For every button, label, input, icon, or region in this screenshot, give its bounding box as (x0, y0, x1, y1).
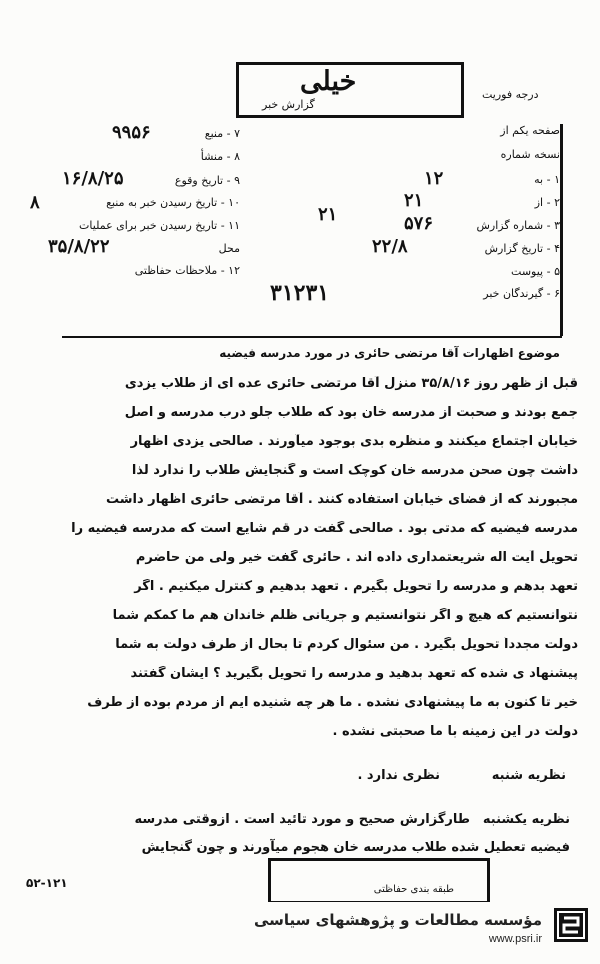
field-from-label: ۲ - از (534, 196, 560, 209)
field-source-received-label: ۱۰ - تاریخ رسیدن خبر به منبع (106, 196, 240, 209)
priority-label: درجه فوریت (482, 88, 539, 101)
field-event-date-value: ۱۶/۸/۲۵ (62, 168, 124, 189)
body-line: دولت مجدداً تحویل بگیرد . من سئوال کردم تا بحال از طرف دولت به شما (115, 637, 578, 652)
body-line: پیشنهاد ی شده که تعهد بدهید و مدرسه را تحویل بگیرید ؟ ایشان گفتند (130, 666, 578, 681)
body-line: قبل از ظهر روز ۳۵/۸/۱۶ منزل آقا مرتضی حائری عده ای از طلاب یزدی (124, 376, 578, 391)
comment-sunday-label: نظریه یکشنبه (482, 812, 570, 827)
field-source-label: ۷ - منبع (204, 127, 240, 140)
body-line: جمع بودند و صحبت از مدرسه خان بود که طلاب جلو درب مدرسه و اصل (124, 405, 578, 420)
field-to-label: ۱ - به (534, 173, 560, 186)
header-divider (62, 336, 562, 338)
body-line: خیر تا کنون به ما پیشنهادی نشده . ما هر چه شنیده ایم از مردم بوده از طرف (87, 695, 578, 710)
field-security-notes-label: ۱۲ - ملاحظات حفاظتی (134, 264, 240, 277)
field-origin-label: ۸ - منشأ (200, 150, 240, 163)
body-line: خیابان اجتماع میکنند و منظره بدی بوجود میآورند . صالحی یزدی اظهار (130, 434, 578, 449)
institute-name: مؤسسه مطالعات و پژوهشهای سیاسی (253, 911, 542, 929)
field-to-value: ۱۲ (424, 168, 444, 189)
field-from-value: ۲۱ (404, 190, 424, 211)
body-line: مجبورند که از فضای خیابان استفاده کنند . آقا مرتضی حائری اظهار داشت (105, 492, 578, 507)
field-attachment-label: ۵ - پیوست (511, 265, 560, 278)
bottom-left-number: ۵۲-۱۲۱ (26, 876, 68, 890)
field-copy-label: نسخه شماره (500, 148, 560, 161)
side-mark: ۲۱ (318, 204, 338, 225)
field-recipients-label: ۶ - گیرندگان خبر (483, 287, 560, 300)
right-border-line (560, 124, 563, 336)
comment-saturday-text: نظری ندارد . (357, 768, 440, 783)
field-location-label: محل (218, 242, 240, 255)
institute-logo-icon (554, 908, 588, 942)
field-event-date-label: ۹ - تاریخ وقوع (174, 174, 240, 187)
report-type-label: گزارش خبر (262, 98, 315, 111)
comment-continuation: فیضیه تعطیل شده طلاب مدرسه خان هجوم میآورند و چون گنجایش (141, 840, 570, 855)
comment-sunday-text: طارگزارش صحیح و مورد تائید است . ازوقتی مدرسه (134, 812, 470, 827)
subject-line: موضوع اظهارات آقا مرتضی حائری در مورد مدرسه فیضیه (219, 346, 560, 360)
field-source-value: ۹۹۵۶ (112, 122, 151, 143)
field-report-number-label: ۳ - شماره گزارش (476, 219, 560, 232)
body-line: تعهد بدهم و مدرسه را تحویل بگیرم . تعهد بدهیم و کنترل میکنیم . اگر (134, 579, 578, 594)
bottom-stamp-label: طبقه بندی حفاظتی (373, 884, 454, 895)
file-number: ۳۱۲۳۱ (270, 280, 330, 306)
classification-label: خیلی (300, 66, 357, 97)
field-source-received-value: ۸ (30, 192, 40, 213)
field-location-value: ۳۵/۸/۲۲ (48, 236, 110, 257)
body-line: نتوانستیم که هیچ و اگر نتوانستیم و جریانی ظلم خاندان هم ما کمکم شما (112, 608, 578, 623)
field-operations-received-label: ۱۱ - تاریخ رسیدن خبر برای عملیات (79, 219, 240, 232)
body-line: مدرسه فیضیه که مدتی بود . صالحی گفت در قم شایع است که مدرسه فیضیه را (71, 521, 578, 536)
bottom-classification-stamp (268, 858, 490, 904)
field-report-date-label: ۴ - تاریخ گزارش (484, 242, 560, 255)
field-report-number-value: ۵۷۶ (404, 213, 434, 234)
body-line: دولت در این زمینه با ما صحبتی نشده . (332, 724, 578, 739)
field-report-date-value: ۲۲/۸ (372, 236, 408, 257)
body-line: داشت چون صحن مدرسه خان کوچک است و گنجایش طلاب را ندارد لذا (131, 463, 578, 478)
comment-saturday-label: نظریه شنبه (491, 768, 566, 783)
institute-url[interactable]: www.psri.ir (488, 933, 542, 945)
body-line: تحویل آیت اله شریعتمداری داده اند . حائری گفت خیر ولی من حاضرم (135, 550, 578, 565)
field-page-label: صفحه یکم از (500, 124, 560, 137)
